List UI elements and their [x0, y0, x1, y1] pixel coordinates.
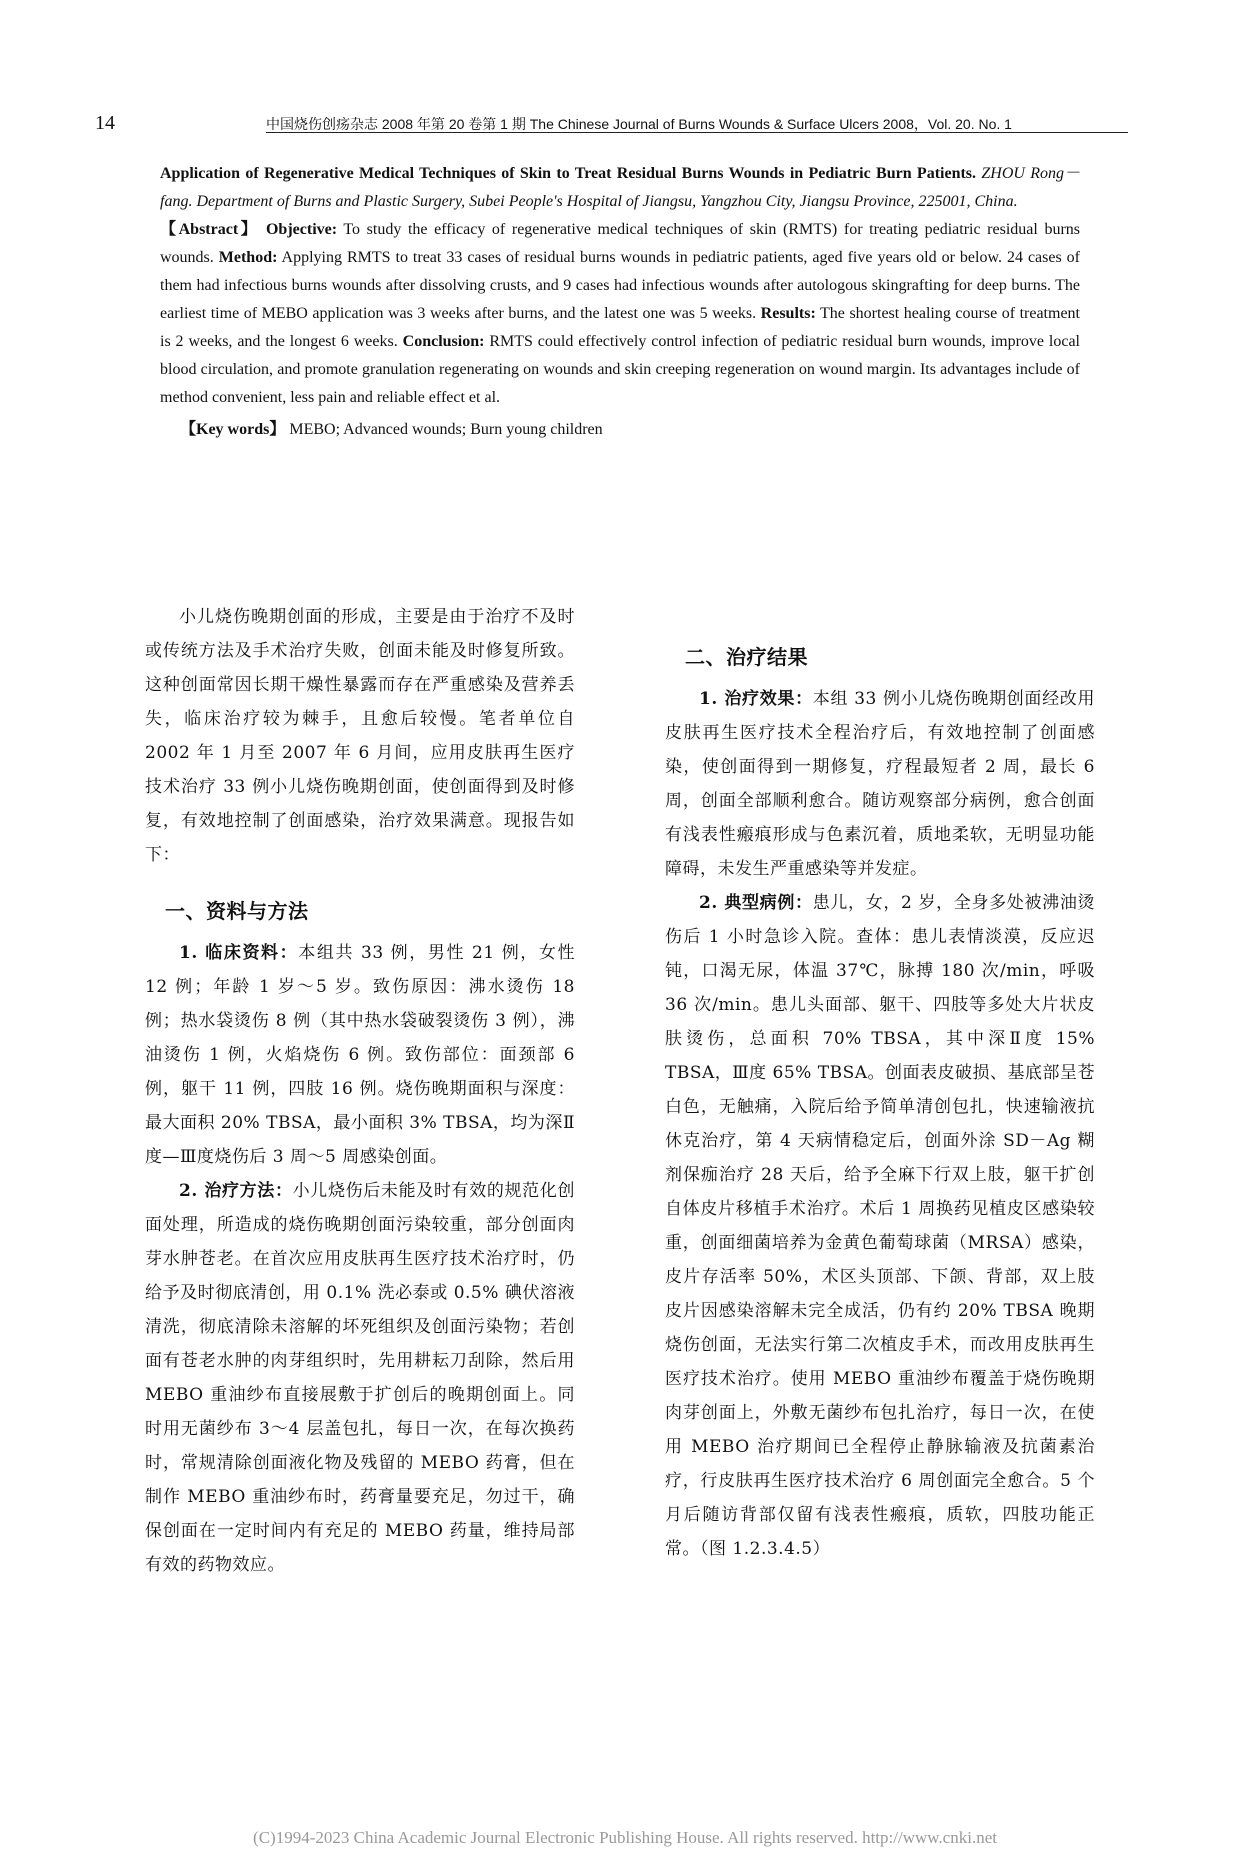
keywords-label: 【Key words】	[180, 421, 286, 438]
abstract-label: 【Abstract】	[160, 221, 260, 238]
abstract-title: Application of Regenerative Medical Techniques of Skin to Treat Residual Burns Wounds in Pediatric Burn Patients.	[160, 165, 977, 182]
keywords-text: MEBO; Advanced wounds; Burn young children	[289, 421, 603, 438]
method-text: Applying RMTS to treat 33 cases of residual burns wounds in pediatric patients, aged five years old or below. 24 cases of them had infectious burns wounds after dissolving crusts, and 9 cases had infectious wounds after autologous skingrafting for deep burns. The earliest time of MEBO application was 3 weeks after burns, and the latest one was 5 weeks.	[160, 249, 1081, 322]
keywords-line	[160, 416, 1080, 444]
left-column	[145, 600, 575, 1582]
right-column	[665, 640, 1095, 1566]
treatment-method-text: 小儿烧伤后未能及时有效的规范化创面处理，所造成的烧伤晚期创面污染较重，部分创面肉芽水肿苍老。在首次应用皮肤再生医疗技术治疗时，仍给予及时彻底清创，用 0.1% 洗必泰或 0.5% 碘伏溶液清洗，彻底清除未溶解的坏死组织及创面污染物；若创面有苍老水肿的肉芽组织时，先用耕耘刀刮除，然后用 MEBO 重油纱布直接展敷于扩创后的晚期创面上。同时用无菌纱布 3～4 层盖包扎，每日一次，在每次换药时，常规清除创面液化物及残留的 MEBO 药膏，但在制作 MEBO 重油纱布时，药膏量要充足，勿过干，确保创面在一定时间内有充足的 MEBO 药量，维持局部有效的药物效应。	[145, 1181, 576, 1575]
abstract-body	[160, 216, 1080, 412]
page-number: 14	[95, 112, 115, 134]
method-label: Method:	[218, 249, 278, 266]
intro-paragraph: 小儿烧伤晚期创面的形成，主要是由于治疗不及时或传统方法及手术治疗失败，创面未能及时修复所致。这种创面常因长期干燥性暴露而存在严重感染及营养丢失，临床治疗较为棘手，且愈后较慢。笔者单位自 2002 年 1 月至 2007 年 6 月间，应用皮肤再生医疗技术治疗 33 例小儿烧伤晚期创面，使创面得到及时修复，有效地控制了创面感染，治疗效果满意。现报告如下：	[145, 607, 575, 865]
treatment-effect-paragraph	[665, 682, 1095, 886]
typical-case-label: 2. 典型病例：	[699, 893, 813, 913]
conclusion-label: Conclusion:	[402, 333, 485, 350]
typical-case-text: 患儿，女，2 岁，全身多处被沸油烫伤后 1 小时急诊入院。查体：患儿表情淡漠，反应迟钝，口渴无尿，体温 37℃，脉搏 180 次/min，呼吸 36 次/min。患儿头面部、躯干、四肢等多处大片状皮肤烫伤，总面积 70% TBSA，其中深Ⅱ度 15% TBSA，Ⅲ度 65% TBSA。创面表皮破损、基底部呈苍白色，无触痛，入院后给予简单清创包扎，快速输液抗休克治疗，第 4 天病情稳定后，创面外涂 SD－Ag 糊剂保痂治疗 28 天后，给予全麻下行双上肢，躯干扩创自体皮片移植手术治疗。术后 1 周换药见植皮区感染较重，创面细菌培养为金黄色葡萄球菌（MRSA）感染，皮片存活率 50%，术区头顶部、下颌、背部，双上肢皮片因感染溶解未完全成活，仍有约 20% TBSA 晚期烧伤创面，无法实行第二次植皮手术，而改用皮肤再生医疗技术治疗。使用 MEBO 重油纱布覆盖于烧伤晚期肉芽创面上，外敷无菌纱布包扎治疗，每日一次，在使用 MEBO 治疗期间已全程停止静脉输液及抗菌素治疗，行皮肤再生医疗技术治疗 6 周创面完全愈合。5 个月后随访背部仅留有浅表性瘢痕，质软，四肢功能正常。（图 1.2.3.4.5）	[665, 893, 1095, 1559]
typical-case-paragraph	[665, 886, 1095, 1566]
results-text: The shortest healing course of treatment is 2 weeks, and the longest 6 weeks.	[160, 305, 1080, 350]
conclusion-text: RMTS could effectively control infection of pediatric residual burn wounds, improve local blood circulation, and promote granulation regenerating on wounds and skin creeping regeneration on wound margin. Its advantages include of method convenient, less pain and reliable effect et al.	[160, 333, 1080, 406]
clinical-data-paragraph	[145, 936, 575, 1174]
abstract-title-line	[160, 160, 1080, 216]
treatment-effect-label: 1. 治疗效果：	[699, 689, 813, 709]
english-abstract	[160, 160, 1080, 444]
header-rule	[266, 132, 1128, 133]
section2-heading: 二、治疗结果	[685, 645, 808, 669]
objective-label: Objective:	[265, 221, 338, 238]
clinical-data-label: 1. 临床资料：	[179, 943, 299, 963]
author-affiliation: ZHOU Rong－fang. Department of Burns and Plastic Surgery, Subei People's Hospital of Jiangsu, Yangzhou City, Jiangsu Province, 225001, China.	[160, 165, 1081, 210]
treatment-effect-text: 本组 33 例小儿烧伤晚期创面经改用皮肤再生医疗技术全程治疗后，有效地控制了创面感染，使创面得到一期修复，疗程最短者 2 周，最长 6 周，创面全部顺利愈合。随访观察部分病例，愈合创面有浅表性瘢痕形成与色素沉着，质地柔软，无明显功能障碍，未发生严重感染等并发症。	[665, 689, 1095, 879]
footer-copyright: (C)1994-2023 China Academic Journal Electronic Publishing House. All rights reserved. http://www.cnki.net	[253, 1828, 997, 1847]
section1-heading: 一、资料与方法	[165, 899, 309, 923]
treatment-method-paragraph	[145, 1174, 575, 1582]
results-label: Results:	[760, 305, 816, 322]
objective-text: To study the efficacy of regenerative medical techniques of skin (RMTS) for treating pediatric residual burns wounds.	[160, 221, 1080, 266]
treatment-method-label: 2. 治疗方法：	[179, 1181, 293, 1201]
clinical-data-text: 本组共 33 例，男性 21 例，女性 12 例；年龄 1 岁～5 岁。致伤原因：沸水烫伤 18 例；热水袋烫伤 8 例（其中热水袋破裂烫伤 3 例），沸油烫伤 1 例，火焰烧伤 6 例。致伤部位：面颈部 6 例，躯干 11 例，四肢 16 例。烧伤晚期面积与深度：最大面积 20% TBSA，最小面积 3% TBSA，均为深Ⅱ度—Ⅲ度烧伤后 3 周～5 周感染创面。	[145, 943, 575, 1167]
running-head: 中国烧伤创疡杂志 2008 年第 20 卷第 1 期 The Chinese Journal of Burns Wounds & Surface Ulcers 2008，Vol. 20. No. 1	[266, 116, 1012, 132]
